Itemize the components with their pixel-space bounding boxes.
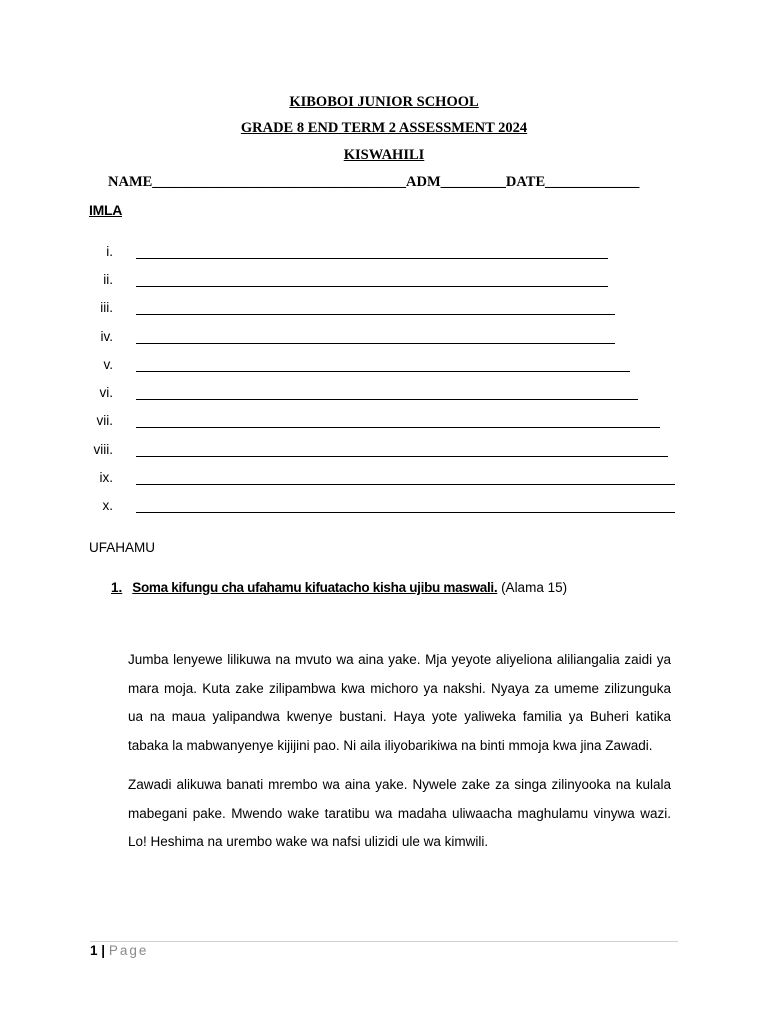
question-numeral: v.	[103, 357, 113, 372]
imla-question-row	[0, 442, 768, 462]
answer-line[interactable]	[136, 343, 615, 344]
page-number: 1	[90, 943, 98, 958]
imla-heading: IMLA	[89, 202, 123, 218]
question-numeral: i.	[106, 244, 113, 259]
passage-paragraph: Zawadi alikuwa banati mrembo wa aina yake. Nywele zake za singa zilinyooka na kulala mabegani pake. Mwendo wake taratibu wa madaha uliwaacha maghulamu vinywa wazi. Lo! Heshima na urembo wake wa nafsi ulizidi ule wa kimwili.	[128, 777, 671, 849]
answer-line[interactable]	[136, 286, 608, 287]
answer-line[interactable]	[136, 371, 630, 372]
footer-divider	[90, 941, 678, 942]
question-numeral: vii.	[96, 413, 113, 428]
question-numeral: ii.	[103, 272, 113, 287]
subject-title: KISWAHILI	[343, 147, 425, 163]
school-name: KIBOBOI JUNIOR SCHOOL	[289, 94, 479, 110]
instruction-text: Soma kifungu cha ufahamu kifuatacho kisha ujibu maswali.	[132, 580, 498, 595]
imla-question-row	[0, 498, 768, 518]
imla-question-row	[0, 329, 768, 349]
question-numeral: ix.	[99, 470, 113, 485]
question-numeral: iii.	[100, 300, 113, 315]
page-footer	[90, 943, 148, 958]
answer-line[interactable]	[136, 314, 615, 315]
question-numeral: viii.	[93, 442, 113, 457]
student-info-line: NAME___________________________________ADM_________DATE_____________	[108, 174, 640, 190]
imla-question-row	[0, 244, 768, 264]
passage-paragraph: Jumba lenyewe lilikuwa na mvuto wa aina yake. Mja yeyote aliyeliona aliliangalia zaidi ya mara moja. Kuta zake zilipambwa kwa michoro ya nakshi. Nyaya za umeme zilizunguka ua na maua yalipandwa kwenye bustani. Haya yote yaliweka familia ya Buheri katika tabaka la mabwanyenye kijijini pao. Ni aila iliyobarikiwa na binti mmoja kwa jina Zawadi.	[128, 652, 671, 753]
answer-line[interactable]	[136, 484, 675, 485]
page-label: Page	[108, 943, 149, 958]
footer-separator: |	[101, 943, 106, 958]
imla-question-row	[0, 357, 768, 377]
question-number: 1.	[111, 580, 123, 595]
imla-question-row	[0, 413, 768, 433]
imla-question-row	[0, 300, 768, 320]
answer-line[interactable]	[136, 512, 675, 513]
answer-line[interactable]	[136, 456, 668, 457]
imla-question-row	[0, 272, 768, 292]
answer-line[interactable]	[136, 399, 638, 400]
answer-line[interactable]	[136, 427, 660, 428]
assessment-title: GRADE 8 END TERM 2 ASSESSMENT 2024	[240, 120, 528, 136]
marks-label: (Alama 15)	[501, 580, 568, 595]
question-numeral: x.	[102, 498, 113, 513]
answer-line[interactable]	[136, 258, 608, 259]
imla-question-row	[0, 470, 768, 490]
question-instruction	[111, 580, 567, 595]
question-numeral: iv.	[100, 329, 113, 344]
imla-question-row	[0, 385, 768, 405]
question-numeral: vi.	[99, 385, 113, 400]
ufahamu-heading: UFAHAMU	[89, 540, 156, 555]
